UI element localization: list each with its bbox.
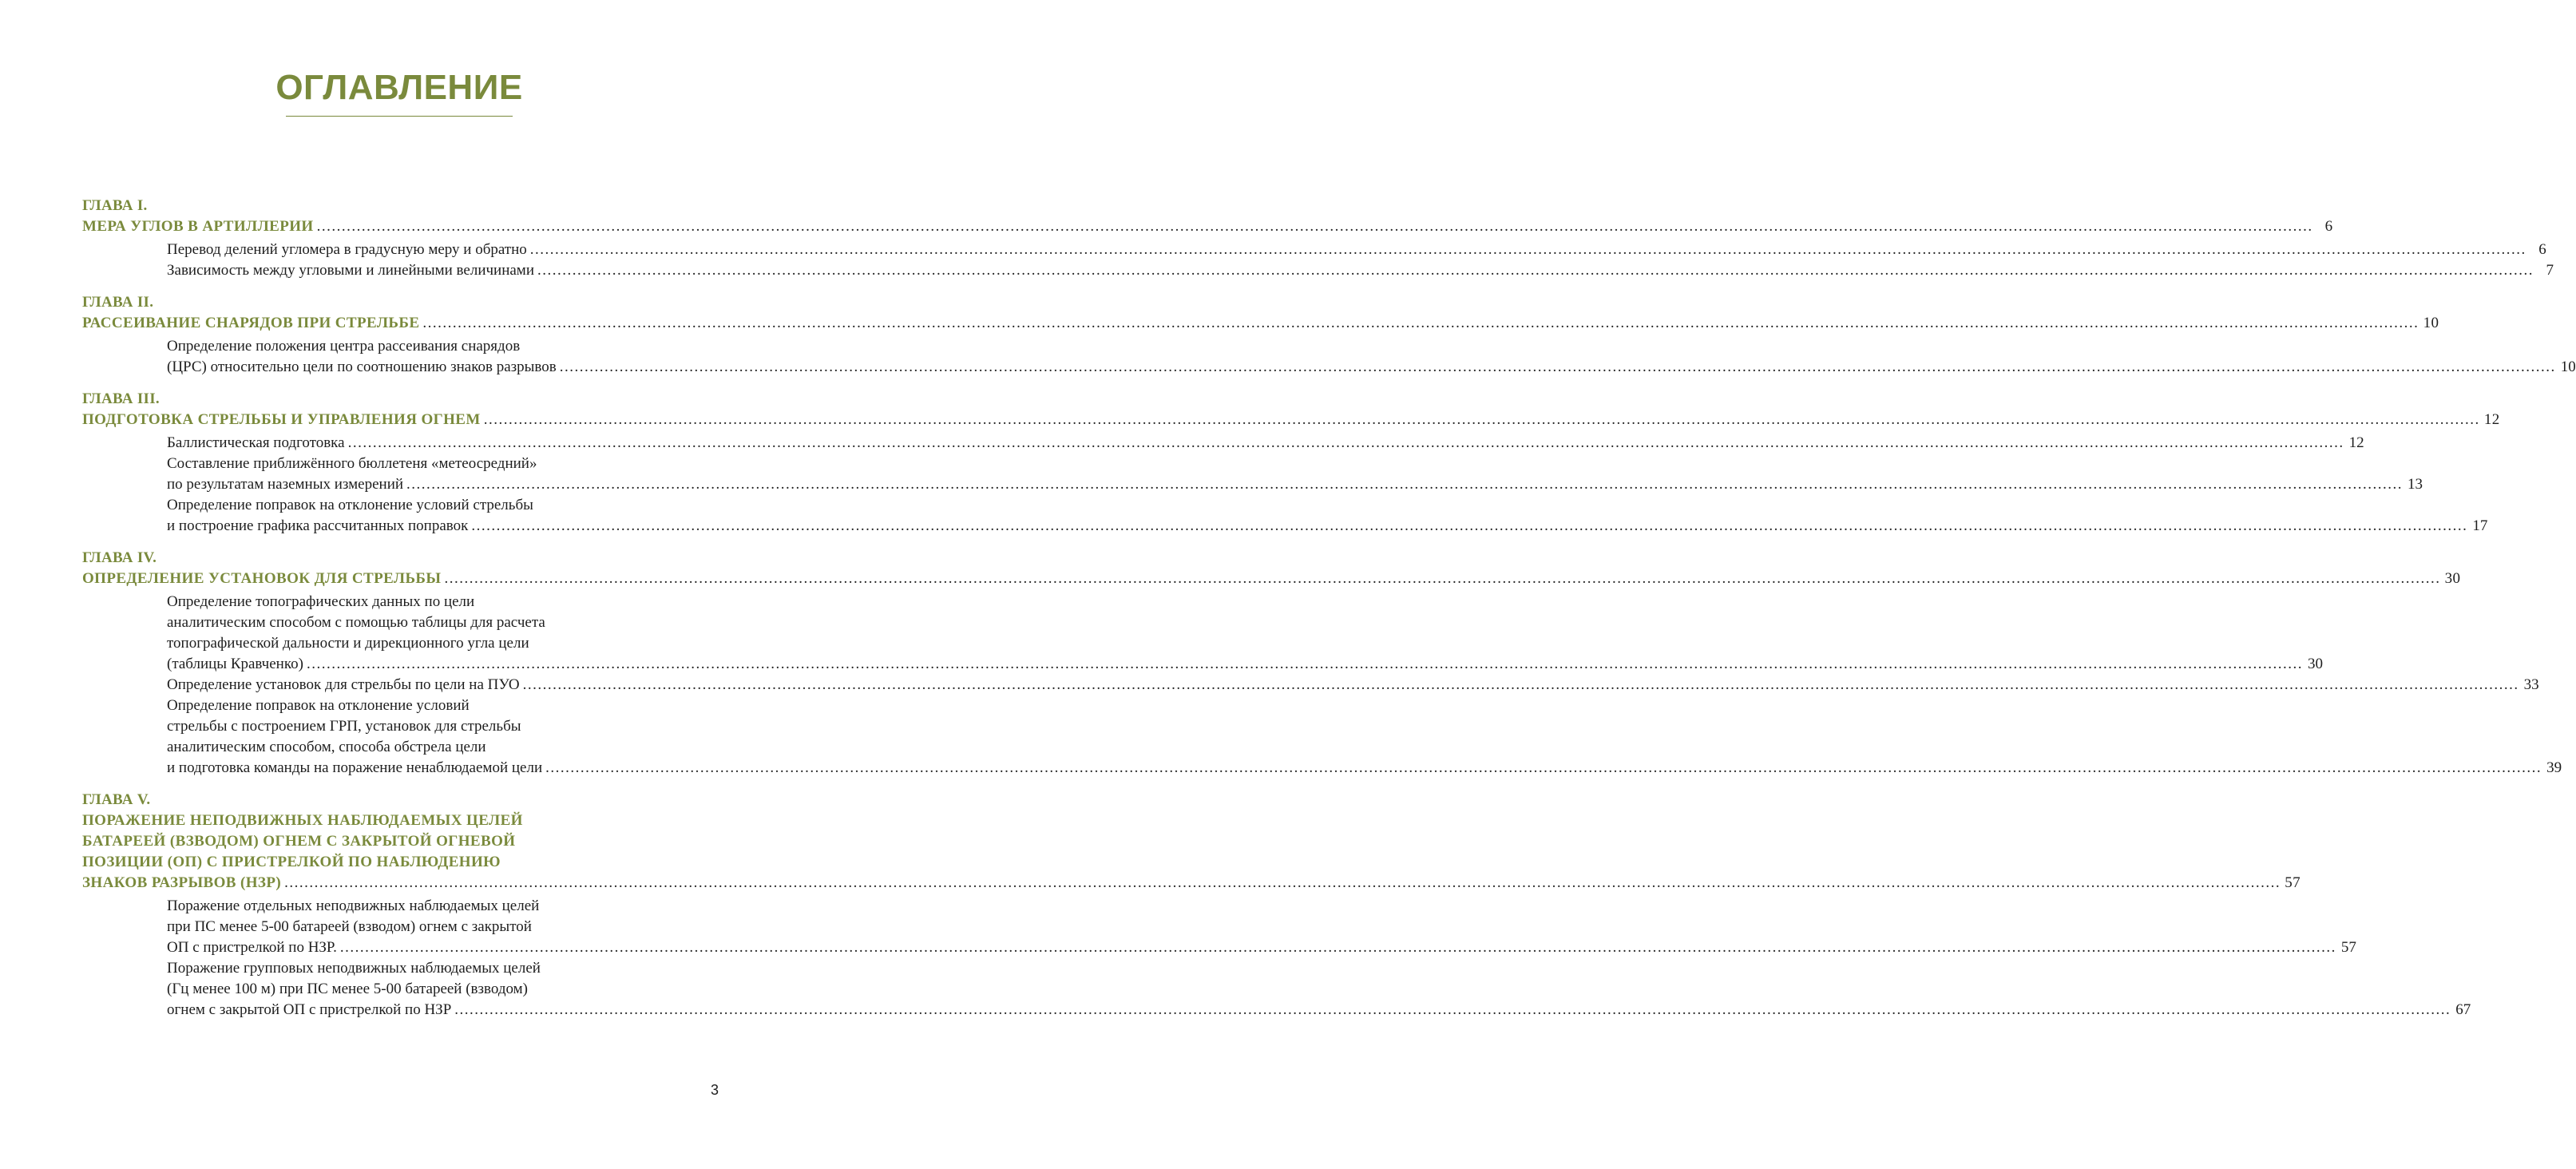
section-list (167, 592, 2562, 779)
section-entry[interactable] (167, 592, 2323, 675)
section-entry[interactable] (167, 260, 2554, 281)
chapter-title (82, 810, 2301, 894)
section-line: Определение поправок на отклонение условий (167, 697, 470, 714)
section-line: Определение поправок на отклонение условий стрельбы (167, 497, 533, 513)
entry-page-number: 13 (2408, 476, 2423, 493)
chapter-label: ГЛАВА II. (82, 294, 154, 311)
entry-text: (ЦРС) относительно цели по соотношению знаков разрывов (167, 359, 557, 375)
section-entry[interactable] (167, 958, 2471, 1020)
entry-page-number: 6 (2324, 218, 2333, 235)
section-line: Поражение групповых неподвижных наблюдаемых целей (167, 960, 541, 977)
chapter-entry (82, 292, 2576, 378)
dot-leader: ................................................................................................................................................................................................................................................................................................................................................................................................................ (284, 874, 2281, 891)
section-row[interactable] (167, 675, 2539, 695)
chapter-title (82, 410, 2500, 430)
dot-leader: ................................................................................................................................................................................................................................................................................................................................................................................................................ (316, 218, 2313, 235)
entry-page-number: 10 (2560, 359, 2576, 375)
section-list (167, 336, 2576, 378)
section-line: топографической дальности и дирекционного угла цели (167, 635, 529, 652)
entry-text: Перевод делений угломера в градусную меру и обратно (167, 241, 527, 258)
section-row[interactable] (167, 260, 2554, 281)
entry-text: Зависимость между угловыми и линейными величинами (167, 262, 534, 279)
entry-page-number: 67 (2455, 1001, 2471, 1018)
entry-text: огнем с закрытой ОП с пристрелкой по НЗР (167, 1001, 452, 1018)
section-line: Поражение отдельных неподвижных наблюдаемых целей (167, 898, 540, 914)
chapter-title-row[interactable] (82, 569, 2461, 589)
chapter-title (82, 569, 2461, 589)
section-entry[interactable] (167, 495, 2488, 537)
section-line: Определение положения центра рассеивания снарядов (167, 338, 521, 355)
section-entry[interactable] (167, 240, 2546, 260)
section-entry[interactable] (167, 695, 2562, 779)
section-entry[interactable] (167, 336, 2576, 378)
entry-page-number: 6 (2538, 241, 2546, 258)
section-line: при ПС менее 5-00 батареей (взводом) огнем с закрытой (167, 918, 532, 935)
section-row[interactable] (167, 516, 2488, 537)
dot-leader: ................................................................................................................................................................................................................................................................................................................................................................................................................ (454, 1001, 2451, 1018)
dot-leader: ................................................................................................................................................................................................................................................................................................................................................................................................................ (422, 315, 2419, 331)
entry-text: (таблицы Кравченко) (167, 656, 303, 672)
section-line: (Гц менее 100 м) при ПС менее 5-00 батареей (взводом) (167, 981, 528, 997)
dot-leader: ................................................................................................................................................................................................................................................................................................................................................................................................................ (537, 262, 2534, 279)
chapter-entry (82, 196, 2554, 281)
entry-text: Определение установок для стрельбы по цели на ПУО (167, 676, 520, 693)
section-line: Определение топографических данных по цели (167, 593, 475, 610)
entry-page-number: 39 (2546, 759, 2562, 776)
dot-leader: ................................................................................................................................................................................................................................................................................................................................................................................................................ (471, 517, 2468, 534)
section-row[interactable] (167, 357, 2576, 378)
dot-leader: ................................................................................................................................................................................................................................................................................................................................................................................................................ (529, 241, 2526, 258)
entry-text: и подготовка команды на поражение ненаблюдаемой цели (167, 759, 543, 776)
entry-text: Баллистическая подготовка (167, 434, 345, 451)
title-divider (286, 116, 513, 117)
table-of-contents (82, 196, 2576, 1032)
dot-leader: ................................................................................................................................................................................................................................................................................................................................................................................................................ (522, 676, 2519, 693)
chapter-title-row[interactable] (82, 313, 2439, 334)
chapter-title (82, 216, 2333, 237)
chapter-label: ГЛАВА V. (82, 791, 151, 808)
chapter-title-line: ПОЗИЦИИ (ОП) С ПРИСТРЕЛКОЙ ПО НАБЛЮДЕНИЮ (82, 854, 501, 870)
entry-text: МЕРА УГЛОВ В АРТИЛЛЕРИИ (82, 218, 314, 235)
page-number: 3 (710, 1082, 719, 1098)
chapter-title-row[interactable] (82, 873, 2301, 894)
section-entry[interactable] (167, 454, 2423, 495)
section-line: аналитическим способом с помощью таблицы для расчета (167, 614, 545, 631)
section-row[interactable] (167, 1000, 2471, 1020)
chapter-entry (82, 548, 2562, 779)
chapter-entry (82, 790, 2471, 1020)
entry-page-number: 10 (2423, 315, 2439, 331)
entry-text: РАССЕИВАНИЕ СНАРЯДОВ ПРИ СТРЕЛЬБЕ (82, 315, 420, 331)
section-row[interactable] (167, 474, 2423, 495)
dot-leader: ................................................................................................................................................................................................................................................................................................................................................................................................................ (406, 476, 2404, 493)
section-line: стрельбы с построением ГРП, установок для стрельбы (167, 718, 521, 735)
chapter-entry (82, 389, 2500, 537)
entry-text: ОПРЕДЕЛЕНИЕ УСТАНОВОК ДЛЯ СТРЕЛЬБЫ (82, 570, 442, 587)
section-row[interactable] (167, 758, 2562, 779)
entry-text: ОП с пристрелкой по НЗР. (167, 939, 337, 956)
dot-leader: ................................................................................................................................................................................................................................................................................................................................................................................................................ (559, 359, 2556, 375)
entry-page-number: 12 (2483, 411, 2500, 428)
chapter-title-line: ПОРАЖЕНИЕ НЕПОДВИЖНЫХ НАБЛЮДАЕМЫХ ЦЕЛЕЙ (82, 812, 523, 829)
entry-page-number: 17 (2472, 517, 2488, 534)
dot-leader: ................................................................................................................................................................................................................................................................................................................................................................................................................ (339, 939, 2336, 956)
section-line: Составление приближённого бюллетеня «метеосредний» (167, 455, 537, 472)
entry-text: ЗНАКОВ РАЗРЫВОВ (НЗР) (82, 874, 282, 891)
entry-page-number: 30 (2307, 656, 2323, 672)
section-list (167, 433, 2488, 537)
section-row[interactable] (167, 433, 2364, 454)
entry-page-number: 33 (2523, 676, 2539, 693)
dot-leader: ................................................................................................................................................................................................................................................................................................................................................................................................................ (347, 434, 2344, 451)
entry-text: и построение графика рассчитанных поправок (167, 517, 469, 534)
entry-page-number: 57 (2340, 939, 2356, 956)
chapter-title (82, 313, 2439, 334)
entry-page-number: 7 (2546, 262, 2554, 279)
dot-leader: ................................................................................................................................................................................................................................................................................................................................................................................................................ (545, 759, 2542, 776)
section-entry[interactable] (167, 675, 2539, 695)
section-row[interactable] (167, 240, 2546, 260)
chapter-label: ГЛАВА IV. (82, 549, 157, 566)
page-title: ОГЛАВЛЕНИЕ (275, 68, 523, 107)
dot-leader: ................................................................................................................................................................................................................................................................................................................................................................................................................ (306, 656, 2303, 672)
section-line: аналитическим способом, способа обстрела цели (167, 739, 486, 755)
entry-page-number: 57 (2285, 874, 2301, 891)
section-entry[interactable] (167, 896, 2356, 958)
section-row[interactable] (167, 654, 2323, 675)
chapter-title-row[interactable] (82, 216, 2333, 237)
chapter-label: ГЛАВА I. (82, 197, 148, 214)
entry-page-number: 12 (2348, 434, 2364, 451)
dot-leader: ................................................................................................................................................................................................................................................................................................................................................................................................................ (483, 411, 2480, 428)
section-row[interactable] (167, 937, 2356, 958)
entry-page-number: 30 (2444, 570, 2461, 587)
section-list (167, 240, 2554, 281)
section-entry[interactable] (167, 433, 2364, 454)
section-list (167, 896, 2471, 1020)
entry-text: ПОДГОТОВКА СТРЕЛЬБЫ И УПРАВЛЕНИЯ ОГНЕМ (82, 411, 481, 428)
chapter-title-line: БАТАРЕЕЙ (ВЗВОДОМ) ОГНЕМ С ЗАКРЫТОЙ ОГНЕВОЙ (82, 833, 516, 850)
entry-text: по результатам наземных измерений (167, 476, 404, 493)
chapter-label: ГЛАВА III. (82, 390, 160, 407)
dot-leader: ................................................................................................................................................................................................................................................................................................................................................................................................................ (444, 570, 2441, 587)
chapter-title-row[interactable] (82, 410, 2500, 430)
